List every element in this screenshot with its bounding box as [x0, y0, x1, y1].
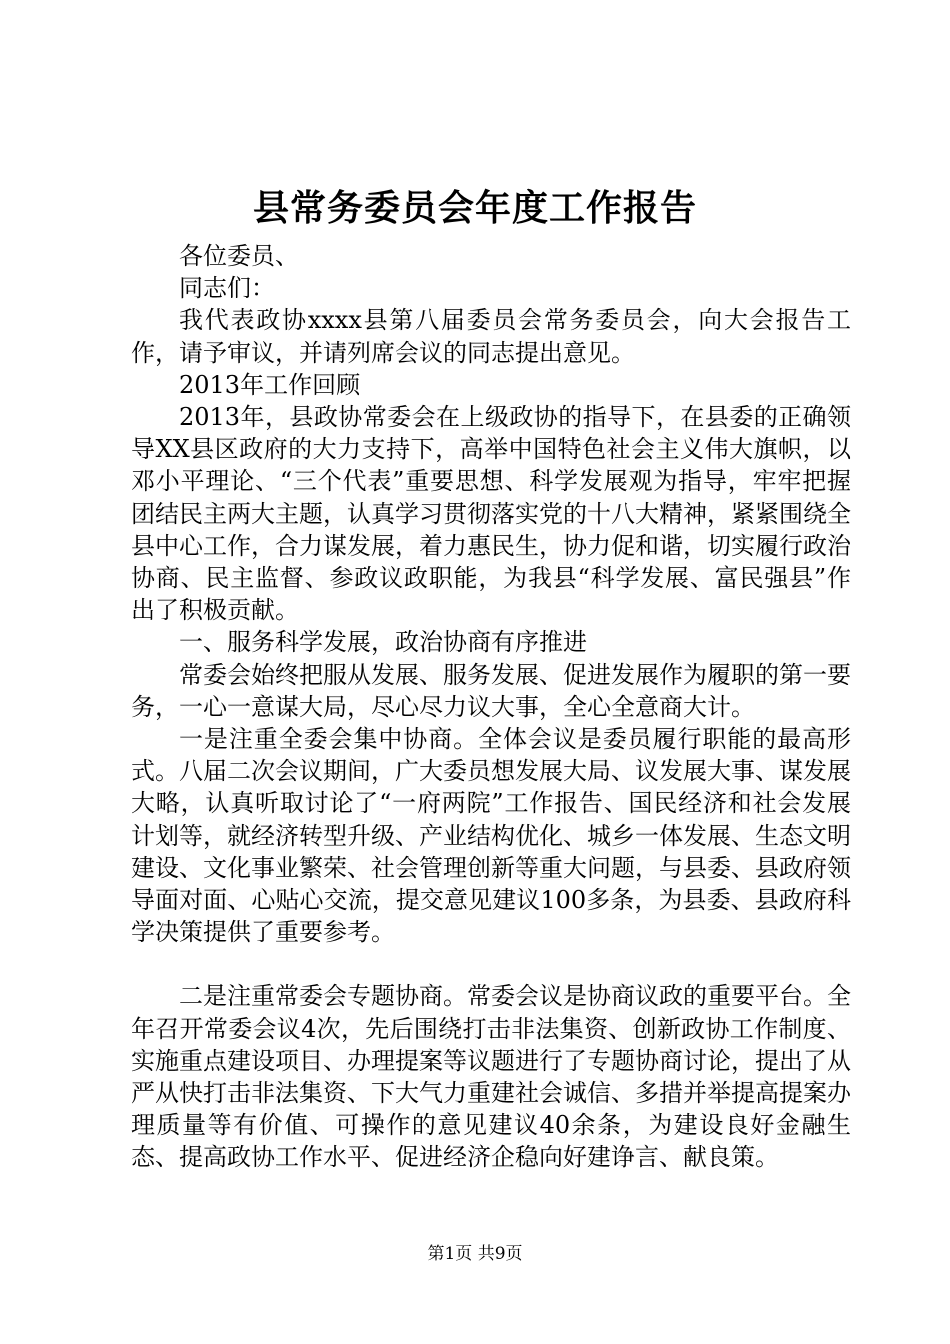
review-paragraph: 2013年，县政协常委会在上级政协的指导下，在县委的正确领导XX县区政府的大力支持下，高举中国特色社会主义伟大旗帜，以邓小平理论、“三个代表”重要思想、科学发展观为指导，牢牢把握团结民主两大主题，认真学习贯彻落实党的十八大精神，紧紧围绕全县中心工作，合力谋发展，着力惠民生，协力促和谐，切实履行政治协商、民主监督、参政议政职能，为我县“科学发展、富民强县”作出了积极贡献。 — [131, 403, 851, 625]
section-1-intro-paragraph: 常委会始终把服从发展、服务发展、促进发展作为履职的第一要务，一心一意谋大局，尽心尽力议大事，全心全意商大计。 — [131, 660, 851, 721]
salutation-line-1: 各位委员、 — [179, 242, 299, 270]
section-heading-review: 2013年工作回顾 — [179, 370, 361, 399]
document-title: 县常务委员会年度工作报告 — [252, 187, 697, 229]
document-body — [131, 240, 851, 1174]
section-heading-1: 一、服务科学发展，政治协商有序推进 — [179, 628, 587, 657]
section-1-item-2-paragraph: 二是注重常委会专题协商。常委会议是协商议政的重要平台。全年召开常委会议4次，先后围绕打击非法集资、创新政协工作制度、实施重点建设项目、办理提案等议题进行了专题协商讨论，提出了从严从快打击非法集资、下大气力重建社会诚信、多措并举提高提案办理质量等有价值、可操作的意见建议40余条，为建设良好金融生态、提高政协工作水平、促进经济企稳向好建诤言、献良策。 — [131, 982, 851, 1172]
opening-paragraph: 我代表政协xxxx县第八届委员会常务委员会，向大会报告工作，请予审议，并请列席会议的同志提出意见。 — [131, 306, 851, 367]
salutation-line-2: 同志们： — [179, 274, 275, 303]
section-1-item-1-paragraph: 一是注重全委会集中协商。全体会议是委员履行职能的最高形式。八届二次会议期间，广大委员想发展大局、议发展大事、谋发展大略，认真听取讨论了“一府两院”工作报告、国民经济和社会发展计划等，就经济转型升级、产业结构优化、城乡一体发展、生态文明建设、文化事业繁荣、社会管理创新等重大问题，与县委、县政府领导面对面、心贴心交流，提交意见建议100多条，为县委、县政府科学决策提供了重要参考。 — [131, 725, 851, 947]
page-number-footer: 第1页 共9页 — [427, 1244, 523, 1264]
